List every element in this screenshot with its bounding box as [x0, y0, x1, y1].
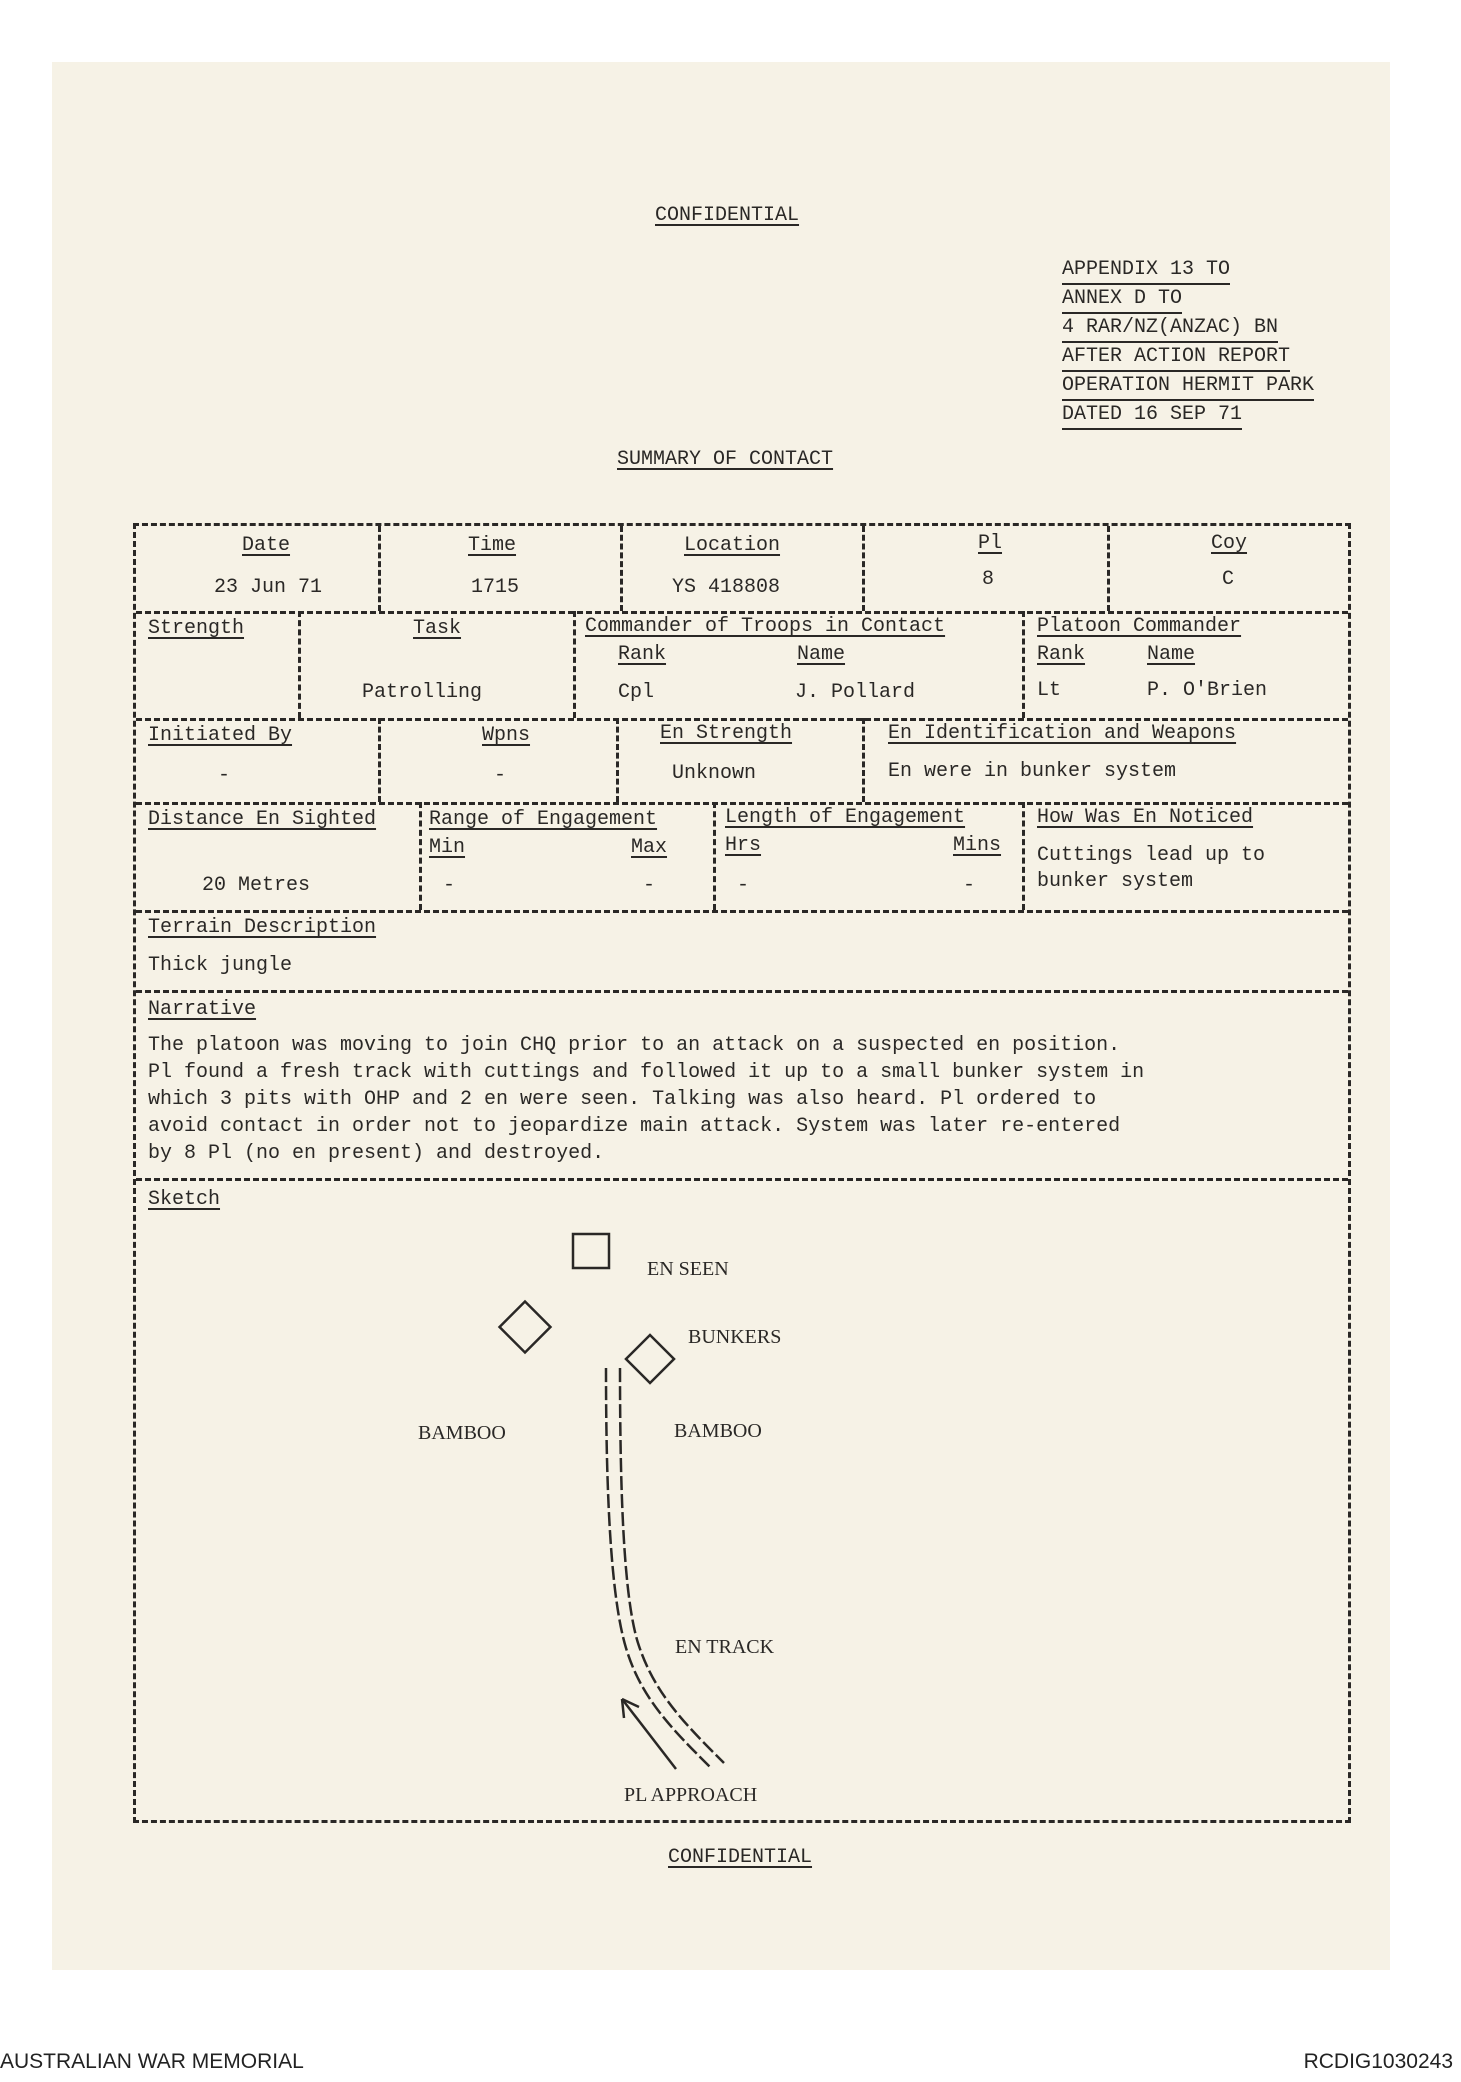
length-mins-label: Mins: [953, 834, 1002, 857]
appendix-line: DATED 16 SEP 71: [1062, 401, 1242, 430]
appendix-line: 4 RAR/NZ(ANZAC) BN: [1062, 314, 1278, 343]
length-label: Length of Engagement: [725, 806, 966, 829]
noticed-label: How Was En Noticed: [1037, 806, 1254, 829]
initiated-by-value: -: [218, 764, 231, 787]
row-troops: [136, 611, 1348, 721]
wpns-value: -: [494, 764, 507, 787]
initiated-by-label: Initiated By: [148, 724, 293, 747]
sketch-drawing: [136, 1178, 1348, 1818]
bunker-left: [500, 1302, 551, 1353]
en-strength-value: Unknown: [672, 762, 757, 785]
cell-time: [378, 526, 623, 611]
range-max-label: Max: [631, 836, 668, 859]
cell-distance: [136, 802, 422, 910]
location-value: YS 418808: [672, 576, 781, 599]
bunker-right: [626, 1335, 674, 1383]
cell-noticed: [1022, 802, 1348, 910]
en-seen-text: EN SEEN: [647, 1258, 729, 1280]
cell-en-strength: [616, 718, 865, 802]
bunkers-text: BUNKERS: [688, 1326, 782, 1348]
contact-form: [133, 523, 1351, 1823]
pl-approach-text: PL APPROACH: [624, 1784, 758, 1806]
en-identification-value: En were in bunker system: [888, 760, 1177, 783]
narrative-label: Narrative: [148, 998, 257, 1021]
en-strength-label: En Strength: [660, 722, 793, 745]
pc-rank-label: Rank: [1037, 643, 1086, 666]
page-title: SUMMARY OF CONTACT: [617, 448, 834, 471]
range-min: -: [443, 874, 456, 897]
cell-wpns: [378, 718, 619, 802]
row-engagement: [136, 802, 1348, 913]
pl-label: Pl: [978, 532, 1003, 555]
terrain-label: Terrain Description: [148, 916, 377, 939]
time-label: Time: [468, 534, 517, 557]
sketch-area: [136, 1178, 1348, 1820]
commander-name-label: Name: [797, 643, 846, 666]
row-narrative: [136, 990, 1348, 1181]
cell-task: [298, 611, 576, 718]
bamboo-left-text: BAMBOO: [418, 1422, 506, 1444]
length-hrs: -: [737, 874, 750, 897]
platoon-commander-label: Platoon Commander: [1037, 615, 1242, 638]
noticed-value-line1: Cuttings lead up to: [1037, 844, 1266, 867]
coy-value: C: [1222, 568, 1235, 591]
length-hrs-label: Hrs: [725, 834, 762, 857]
task-value: Patrolling: [362, 681, 483, 704]
range-max: -: [643, 874, 656, 897]
classification-bottom: CONFIDENTIAL: [668, 1846, 813, 1869]
appendix-line: APPENDIX 13 TO: [1062, 256, 1230, 285]
pc-name: P. O'Brien: [1147, 679, 1268, 702]
cell-initiated-by: [136, 718, 381, 802]
cell-strength: [136, 611, 301, 718]
appendix-line: ANNEX D TO: [1062, 285, 1182, 314]
en-track-text: EN TRACK: [675, 1636, 775, 1658]
range-min-label: Min: [429, 836, 466, 859]
appendix-line: AFTER ACTION REPORT: [1062, 343, 1290, 372]
row-basic-info: [136, 526, 1348, 614]
noticed-value-line2: bunker system: [1037, 870, 1194, 893]
length-mins: -: [963, 874, 976, 897]
row-enemy: [136, 718, 1348, 805]
commander-rank-label: Rank: [618, 643, 667, 666]
commander-name: J. Pollard: [795, 681, 916, 704]
appendix-line: OPERATION HERMIT PARK: [1062, 372, 1314, 401]
distance-label: Distance En Sighted: [148, 808, 377, 831]
sketch-label: Sketch: [148, 1188, 221, 1211]
date-label: Date: [242, 534, 291, 557]
footer-source: AUSTRALIAN WAR MEMORIAL: [0, 2050, 304, 2073]
narrative-text: The platoon was moving to join CHQ prior to an attack on a suspected en position. Pl found a fresh track with cuttings and followed it up to a small bunker system in which 3 pits with OHP and 2 en were seen. Talking was also heard. Pl ordered to avoid contact in order not to jeopardize main attack. System was later re-entered by 8 Pl (no en present) and destroyed.: [148, 1034, 1145, 1165]
cell-length: [713, 802, 1025, 910]
bamboo-right-text: BAMBOO: [674, 1420, 762, 1442]
time-value: 1715: [471, 576, 520, 599]
footer-id: RCDIG1030243: [1303, 2050, 1453, 2073]
approach-arrow: [622, 1699, 676, 1769]
location-label: Location: [684, 534, 781, 557]
wpns-label: Wpns: [482, 724, 531, 747]
row-terrain: [136, 910, 1348, 993]
range-label: Range of Engagement: [429, 808, 658, 831]
cell-location: [620, 526, 865, 611]
distance-value: 20 Metres: [202, 874, 311, 897]
cell-coy: [1107, 526, 1348, 611]
appendix-block: [1062, 256, 1314, 430]
cell-date: [136, 526, 381, 611]
pl-value: 8: [982, 568, 995, 591]
classification-top: CONFIDENTIAL: [655, 204, 800, 227]
pc-rank: Lt: [1037, 679, 1062, 702]
cell-en-identification: [862, 718, 1348, 802]
cell-pl: [862, 526, 1110, 611]
cell-range: [419, 802, 716, 910]
coy-label: Coy: [1211, 532, 1248, 555]
cell-commander: [573, 611, 1025, 718]
terrain-value: Thick jungle: [148, 954, 293, 977]
commander-rank: Cpl: [618, 681, 655, 704]
date-value: 23 Jun 71: [214, 576, 323, 599]
strength-label: Strength: [148, 617, 245, 640]
cell-platoon-commander: [1022, 611, 1348, 718]
en-seen-box: [573, 1234, 609, 1268]
commander-label: Commander of Troops in Contact: [585, 615, 946, 638]
en-identification-label: En Identification and Weapons: [888, 722, 1237, 745]
task-label: Task: [413, 617, 462, 640]
pc-name-label: Name: [1147, 643, 1196, 666]
